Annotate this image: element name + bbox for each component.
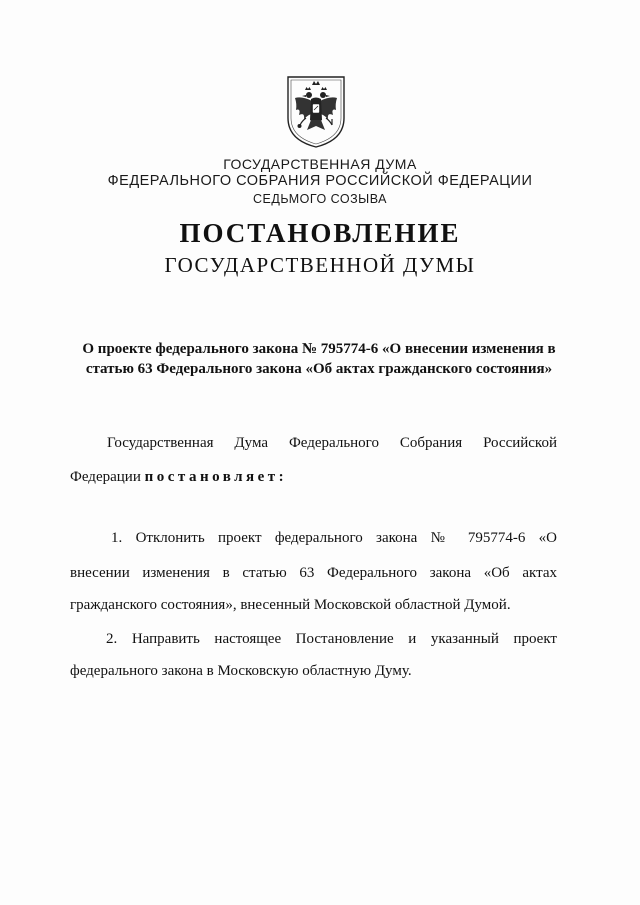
item-1-line-3: гражданского состояния», внесенный Московской областной Думой.	[70, 597, 511, 613]
item-2-line-2: федерального закона в Московскую областную Думу.	[70, 663, 412, 679]
subject-heading	[76, 339, 562, 379]
preamble-start: Федерации	[70, 469, 141, 485]
subject-line-1: О проекте федерального закона № 795774-6 «О внесении изменения в	[82, 341, 556, 357]
document-title: ПОСТАНОВЛЕНИЕ	[179, 218, 461, 248]
subject-line-2: статью 63 Федерального закона «Об актах гражданского состояния»	[85, 361, 553, 377]
item-1-line-2: внесении изменения в статью 63 Федерального закона «Об актах	[70, 565, 557, 581]
header-line-2: ФЕДЕРАЛЬНОГО СОБРАНИЯ РОССИЙСКОЙ ФЕДЕРАЦИИ	[107, 173, 533, 189]
item-2-line-1: 2. Направить настоящее Постановление и указанный проект	[106, 631, 557, 647]
header-line-1: ГОСУДАРСТВЕННАЯ ДУМА	[223, 156, 417, 172]
header-line-3: СЕДЬМОГО СОЗЫВА	[252, 192, 387, 206]
preamble-line-1: Государственная Дума Федерального Собрания Российской	[107, 435, 557, 451]
decree-verb: постановляет:	[144, 469, 288, 485]
document-subtitle: ГОСУДАРСТВЕННОЙ ДУМЫ	[164, 253, 476, 277]
preamble-line-2	[70, 469, 287, 486]
state-emblem-icon	[285, 74, 347, 150]
item-1-line-1: 1. Отклонить проект федерального закона № 795774-6 «О	[111, 530, 557, 546]
